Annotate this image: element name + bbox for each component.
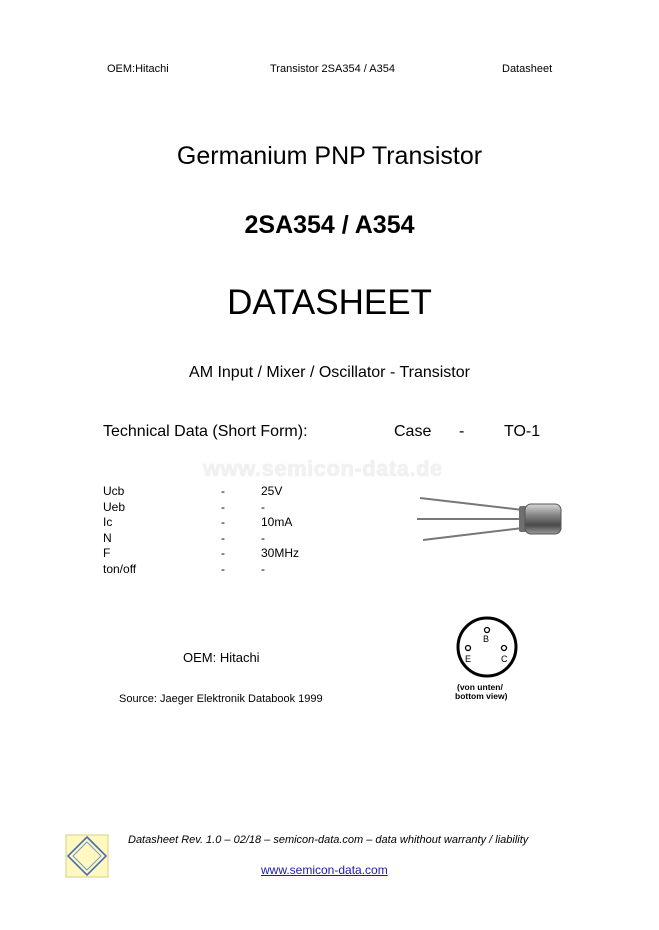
header-doc-type: Datasheet <box>502 63 553 75</box>
watermark: www.semicon-data.de <box>203 456 443 481</box>
param-dash: - <box>221 484 225 498</box>
param-dashes <box>221 484 225 577</box>
footer-revision: Datasheet Rev. 1.0 – 02/18 – semicon-data.com – data whithout warranty / liability <box>128 834 529 846</box>
header-oem: OEM:Hitachi <box>107 63 169 75</box>
param-dash: - <box>221 499 225 514</box>
param-value: 30MHz <box>261 546 300 560</box>
footer-url-link[interactable]: www.semicon-data.com <box>261 863 388 877</box>
semicon-logo <box>65 834 109 878</box>
pin-c-label: C <box>501 654 508 664</box>
transistor-image <box>415 492 565 544</box>
param-values <box>261 484 299 577</box>
param-name: Ucb <box>103 484 125 498</box>
param-value: - <box>261 530 265 545</box>
param-dash: - <box>221 530 225 545</box>
case-label: Case <box>394 423 432 440</box>
pinout-caption-2: bottom view) <box>455 691 508 701</box>
title-germanium: Germanium PNP Transistor <box>176 142 483 170</box>
param-value: - <box>261 561 265 576</box>
param-name: ton/off <box>103 561 137 576</box>
param-value: 10mA <box>261 515 293 529</box>
pin-b-label: B <box>483 634 490 644</box>
case-value: TO-1 <box>504 423 541 440</box>
param-value: - <box>261 499 265 514</box>
technical-data-label: Technical Data (Short Form): <box>103 423 308 440</box>
param-name: N <box>103 530 112 545</box>
param-name: F <box>103 546 111 560</box>
pin-e-label: E <box>465 654 472 664</box>
oem-line: OEM: Hitachi <box>183 650 260 665</box>
source-line: Source: Jaeger Elektronik Databook 1999 <box>119 693 323 705</box>
title-part-number: 2SA354 / A354 <box>244 211 415 239</box>
param-name: Ic <box>103 515 113 529</box>
param-names <box>103 484 136 577</box>
application-line: AM Input / Mixer / Oscillator - Transistor <box>189 364 470 381</box>
param-name: Ueb <box>103 499 126 514</box>
param-value: 25V <box>261 484 283 498</box>
header-part: Transistor 2SA354 / A354 <box>270 63 395 75</box>
title-datasheet: DATASHEET <box>227 283 432 322</box>
pinout-diagram <box>452 616 524 702</box>
case-dash: - <box>459 423 465 440</box>
param-dash: - <box>221 546 225 560</box>
pinout-caption-1: (von unten/ <box>457 682 503 692</box>
param-dash: - <box>221 515 225 529</box>
param-dash: - <box>221 561 225 576</box>
